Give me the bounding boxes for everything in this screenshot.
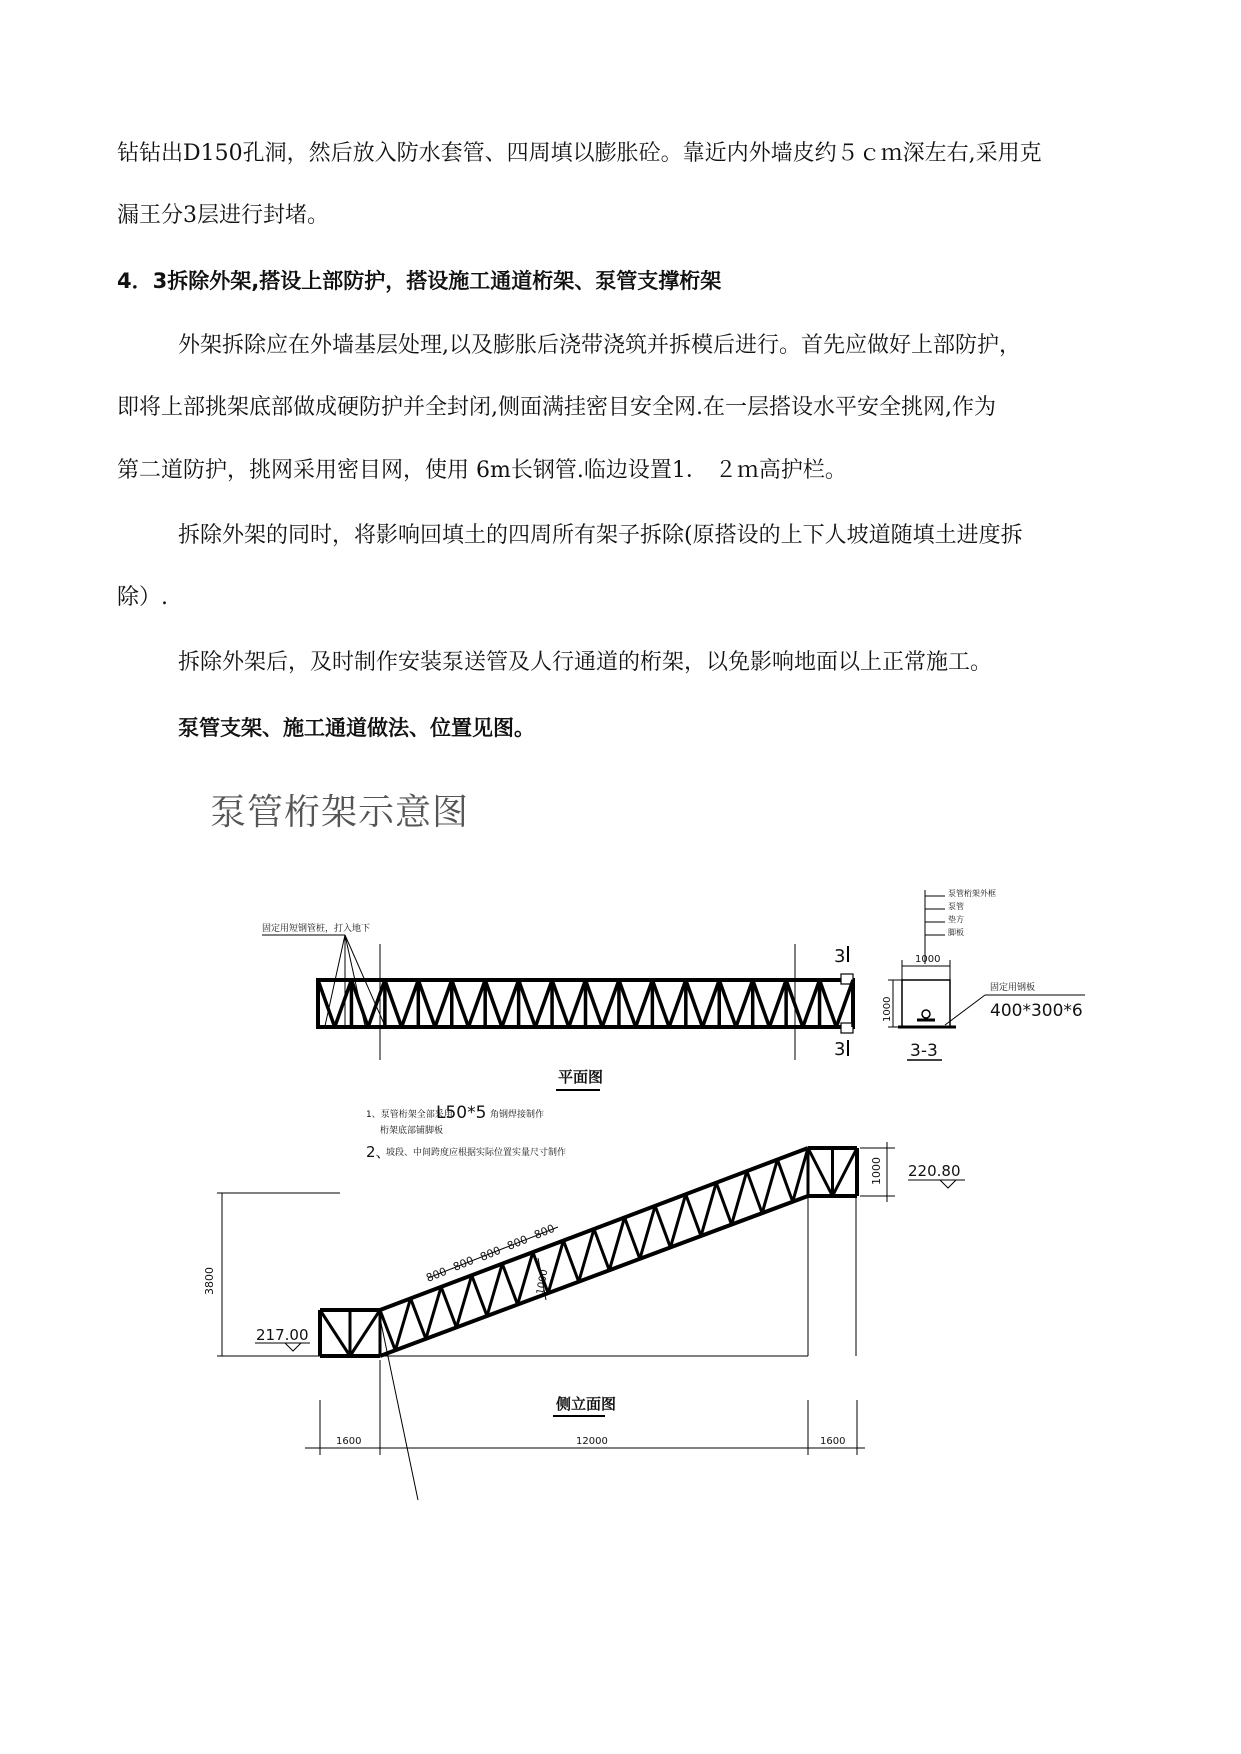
side-web bbox=[472, 1275, 487, 1316]
plan-web bbox=[385, 980, 402, 1027]
side-label: 侧立面图 bbox=[556, 1395, 617, 1413]
paragraph-line: 第二道防护，挑网采用密目网，使用 6m长钢管.临边设置1． ２ｍ高护栏。 bbox=[117, 458, 847, 483]
side-web bbox=[350, 1310, 380, 1356]
paragraph-line: 除）. bbox=[117, 585, 168, 610]
note-1-line2: 桁架底部铺脚板 bbox=[380, 1126, 444, 1136]
plan-web bbox=[335, 980, 352, 1027]
mid-depth-dim: 1000 bbox=[535, 1268, 551, 1296]
side-web bbox=[395, 1298, 410, 1350]
section-width-dim: 1000 bbox=[915, 954, 941, 965]
panel-dim: 800 bbox=[505, 1232, 530, 1253]
plan-web bbox=[619, 980, 636, 1027]
side-web bbox=[625, 1217, 640, 1258]
figure-title: 泵管桁架示意图 bbox=[210, 792, 470, 833]
plan-label: 平面图 bbox=[558, 1068, 604, 1086]
side-web bbox=[793, 1148, 808, 1202]
plan-web bbox=[652, 980, 669, 1027]
side-web bbox=[579, 1229, 594, 1282]
elevation-top: 220.80 bbox=[908, 1162, 961, 1180]
side-web bbox=[701, 1183, 716, 1236]
panel-dim: 800 bbox=[424, 1264, 449, 1285]
plate-note: 固定用钢板 bbox=[990, 983, 1036, 993]
elevation-bottom: 217.00 bbox=[256, 1326, 309, 1344]
plan-web bbox=[803, 980, 820, 1027]
side-web bbox=[502, 1264, 517, 1305]
dim-left: 1600 bbox=[336, 1436, 362, 1447]
plan-web bbox=[719, 980, 736, 1027]
paragraph-line: 即将上部挑架底部做成硬防护并全封闭,侧面满挂密目安全网.在一层搭设水平安全挑网,作为 bbox=[117, 395, 996, 420]
note-2-text: 坡段、中间跨度应根据实际位置实量尺寸制作 bbox=[386, 1148, 567, 1158]
plan-web bbox=[769, 980, 786, 1027]
plan-web bbox=[535, 980, 552, 1027]
side-web bbox=[609, 1217, 624, 1270]
side-truss-webs bbox=[320, 1148, 857, 1356]
plan-web bbox=[836, 980, 853, 1027]
legend-item: 泵管 bbox=[948, 902, 964, 911]
plan-web bbox=[753, 980, 770, 1027]
side-web bbox=[716, 1183, 731, 1225]
paragraph-line: 拆除外架的同时，将影响回填土的四周所有架子拆除(原搭设的上下人坡道随填土进度拆 bbox=[178, 523, 1023, 548]
plan-web bbox=[418, 980, 435, 1027]
plan-web bbox=[686, 980, 703, 1027]
plan-web bbox=[468, 980, 485, 1027]
note-1-suffix: 角钢焊接制作 bbox=[490, 1110, 545, 1120]
plan-web bbox=[820, 980, 837, 1027]
plan-web bbox=[502, 980, 519, 1027]
figure-reference: 泵管支架、施工通道做法、位置见图。 bbox=[178, 716, 535, 740]
plan-web bbox=[669, 980, 686, 1027]
panel-dim: 800 bbox=[451, 1253, 476, 1274]
plan-web bbox=[602, 980, 619, 1027]
side-web bbox=[594, 1229, 609, 1270]
plan-web bbox=[402, 980, 419, 1027]
plan-web bbox=[703, 980, 720, 1027]
side-web bbox=[833, 1148, 858, 1196]
note-1-prefix: 1、泵管桁架全部采用 bbox=[366, 1110, 453, 1120]
side-web bbox=[762, 1160, 777, 1214]
note-2-prefix: 2、 bbox=[366, 1143, 391, 1161]
plan-web bbox=[485, 980, 502, 1027]
dim-mid: 12000 bbox=[576, 1436, 608, 1447]
section-mark-top: 3 bbox=[834, 946, 846, 967]
plan-web bbox=[452, 980, 469, 1027]
side-web bbox=[426, 1287, 441, 1339]
paragraph-line: 钻钻出D150孔洞，然后放入防水套管、四周填以膨胀砼。靠近内外墙皮约５ｃｍ深左右,采用克 bbox=[117, 141, 1042, 166]
dim-right: 1600 bbox=[820, 1436, 846, 1447]
plate-size: 400*300*6 bbox=[990, 1001, 1083, 1021]
legend-item: 脚板 bbox=[948, 928, 964, 937]
plan-web bbox=[519, 980, 536, 1027]
panel-dim: 800 bbox=[478, 1243, 503, 1264]
side-web bbox=[655, 1206, 670, 1248]
plan-web bbox=[586, 980, 603, 1027]
legend-item: 垫方 bbox=[948, 915, 964, 924]
side-web bbox=[456, 1275, 471, 1327]
side-web bbox=[808, 1148, 833, 1196]
side-web bbox=[640, 1206, 655, 1259]
plan-web bbox=[786, 980, 803, 1027]
side-web bbox=[411, 1298, 426, 1338]
side-web bbox=[563, 1241, 578, 1282]
side-web bbox=[548, 1241, 563, 1294]
legend-item: 泵管桁架外框 bbox=[948, 889, 996, 898]
section-height-dim: 1000 bbox=[882, 996, 893, 1022]
note-1-size: L50*5 bbox=[436, 1103, 487, 1123]
height-dim: 3800 bbox=[203, 1267, 216, 1295]
side-web bbox=[441, 1287, 456, 1328]
side-web bbox=[777, 1160, 792, 1202]
side-web bbox=[686, 1194, 701, 1236]
plan-truss-webs bbox=[318, 980, 853, 1027]
plan-web bbox=[636, 980, 653, 1027]
pile-note: 固定用短钢管桩，打入地下 bbox=[262, 924, 371, 934]
paragraph-line: 拆除外架后，及时制作安装泵送管及人行通道的桁架，以免影响地面以上正常施工。 bbox=[178, 650, 993, 675]
section-heading: 4．3拆除外架,搭设上部防护，搭设施工通道桁架、泵管支撑桁架 bbox=[117, 269, 722, 293]
section-view bbox=[888, 890, 1085, 1060]
side-web bbox=[487, 1264, 502, 1316]
top-depth-dim: 1000 bbox=[870, 1157, 883, 1185]
side-web bbox=[747, 1171, 762, 1213]
plan-web bbox=[569, 980, 586, 1027]
side-web bbox=[670, 1194, 685, 1247]
plan-web bbox=[435, 980, 452, 1027]
plan-web bbox=[351, 980, 368, 1027]
side-web bbox=[320, 1310, 350, 1356]
side-web bbox=[518, 1252, 533, 1304]
plan-web bbox=[552, 980, 569, 1027]
paragraph-line: 外架拆除应在外墙基层处理,以及膨胀后浇带浇筑并拆模后进行。首先应做好上部防护， bbox=[178, 333, 1021, 358]
section-mark-bottom: 3 bbox=[834, 1039, 846, 1060]
side-web bbox=[732, 1171, 747, 1224]
panel-dim: 800 bbox=[532, 1221, 557, 1242]
paragraph-line: 漏王分3层进行封堵。 bbox=[117, 203, 329, 228]
section-label: 3-3 bbox=[910, 1041, 938, 1061]
plan-web bbox=[736, 980, 753, 1027]
